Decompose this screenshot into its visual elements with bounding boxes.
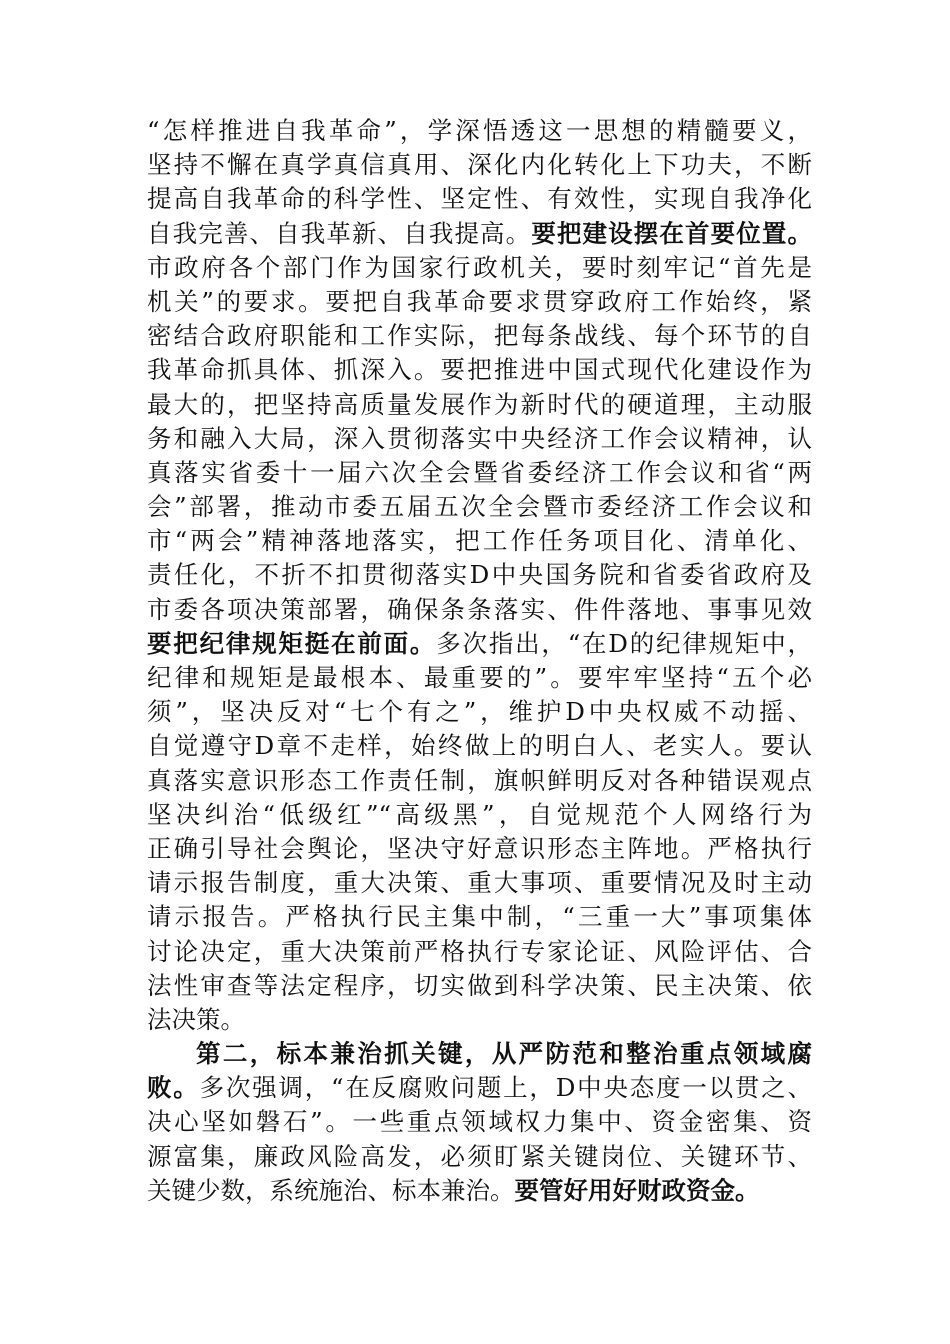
text-line xyxy=(147,1071,812,1105)
text-line xyxy=(147,1105,812,1139)
text-run: 市“两会”精神落地落实，把工作任务项目化、清单化、 xyxy=(147,526,812,556)
text-run: 纪律和规矩是最根本、最重要的”。要牢牢坚持“五个必 xyxy=(147,663,812,692)
text-line xyxy=(147,217,812,251)
bold-text-run: 要管好用好财政资金。 xyxy=(514,1175,760,1205)
text-run: “怎样推进自我革命”，学深悟透这一思想的精髓要义， xyxy=(147,116,812,145)
text-line xyxy=(147,251,812,285)
text-line xyxy=(147,729,812,763)
text-run: 自觉遵守D章不走样，始终做上的明白人、老实人。要认 xyxy=(147,731,812,761)
text-run: 多次指出，“在D的纪律规矩中， xyxy=(436,628,812,658)
bold-text-run: 要把建设摆在首要位置。 xyxy=(531,218,812,248)
text-run: 多次强调，“在反腐败问题上，D中央态度一以贯之、 xyxy=(199,1073,812,1103)
text-line xyxy=(147,593,812,627)
text-line xyxy=(147,524,812,558)
text-line xyxy=(147,900,812,934)
text-run: 真落实省委十一届六次全会暨省委经济工作会议和省“两 xyxy=(147,457,812,487)
text-line xyxy=(147,114,812,148)
text-run: 会”部署，推动市委五届五次全会暨市委经济工作会议和 xyxy=(147,492,812,522)
text-line xyxy=(147,1140,812,1174)
paragraph-anti-corruption xyxy=(147,1037,812,1208)
text-run: 真落实意识形态工作责任制，旗帜鲜明反对各种错误观点 xyxy=(147,765,812,795)
text-line xyxy=(147,388,812,422)
text-run: 正确引导社会舆论，坚决守好意识形态主阵地。严格执行 xyxy=(147,833,812,863)
text-line xyxy=(147,456,812,490)
text-line xyxy=(147,1003,812,1037)
text-run: 提高自我革命的科学性、坚定性、有效性，实现自我净化 xyxy=(147,184,812,214)
document-body xyxy=(147,114,812,1208)
text-run: 关键少数，系统施治、标本兼治。 xyxy=(147,1175,515,1205)
text-line xyxy=(147,764,812,798)
text-run: 密结合政府职能和工作实际，把每条战线、每个环节的自 xyxy=(147,321,812,351)
text-line xyxy=(147,798,812,832)
text-line xyxy=(147,182,812,216)
text-run: 我革命抓具体、抓深入。要把推进中国式现代化建设作为 xyxy=(147,355,812,385)
text-run: 须”，坚决反对“七个有之”，维护D中央权威不动摇、 xyxy=(147,697,812,727)
bold-text-run: 要把纪律规矩挺在前面。 xyxy=(147,628,437,658)
text-run: 源富集，廉政风险高发，必须盯紧关键岗位、关键环节、 xyxy=(147,1141,812,1171)
text-run: 法性审查等法定程序，切实做到科学决策、民主决策、依 xyxy=(147,970,812,1000)
text-line xyxy=(147,627,812,661)
text-run: 坚持不懈在真学真信真用、深化内化转化上下功夫，不断 xyxy=(147,150,812,180)
text-line xyxy=(147,935,812,969)
text-line xyxy=(147,969,812,1003)
text-run: 自我完善、自我革新、自我提高。 xyxy=(147,218,532,248)
text-run: 机关”的要求。要把自我革命要求贯穿政府工作始终，紧 xyxy=(147,286,812,316)
text-run: 决心坚如磐石”。一些重点领域权力集中、资金密集、资 xyxy=(147,1107,812,1137)
text-line xyxy=(147,866,812,900)
text-line xyxy=(147,1174,812,1208)
text-line xyxy=(147,285,812,319)
text-run: 法决策。 xyxy=(147,1004,245,1034)
text-line xyxy=(147,148,812,182)
text-line xyxy=(147,490,812,524)
text-run: 讨论决定，重大决策前严格执行专家论证、风险评估、合 xyxy=(147,936,812,966)
text-run: 市委各项决策部署，确保条条落实、件件落地、事事见效 xyxy=(147,594,812,624)
text-run: 务和融入大局，深入贯彻落实中央经济工作会议精神，认 xyxy=(147,423,812,453)
bold-text-run: 败。 xyxy=(147,1073,200,1103)
bold-text-run: 第二，标本兼治抓关键，从严防范和整治重点领域腐 xyxy=(196,1039,812,1069)
text-run: 市政府各个部门作为国家行政机关，要时刻牢记“首先是 xyxy=(147,252,812,282)
text-line xyxy=(147,661,812,695)
text-run: 责任化，不折不扣贯彻落实D中央国务院和省委省政府及 xyxy=(147,560,812,590)
text-line xyxy=(147,319,812,353)
text-line xyxy=(147,353,812,387)
text-run: 最大的，把坚持高质量发展作为新时代的硬道理，主动服 xyxy=(147,389,812,419)
paragraph-discipline xyxy=(147,114,812,1037)
text-line xyxy=(147,695,812,729)
text-line xyxy=(147,422,812,456)
text-line xyxy=(147,1037,812,1071)
text-run: 坚决纠治“低级红”“高级黑”，自觉规范个人网络行为 xyxy=(147,799,812,829)
text-line xyxy=(147,832,812,866)
text-run: 请示报告制度，重大决策、重大事项、重要情况及时主动 xyxy=(147,868,812,898)
text-run: 请示报告。严格执行民主集中制，“三重一大”事项集体 xyxy=(147,902,812,932)
text-line xyxy=(147,558,812,592)
